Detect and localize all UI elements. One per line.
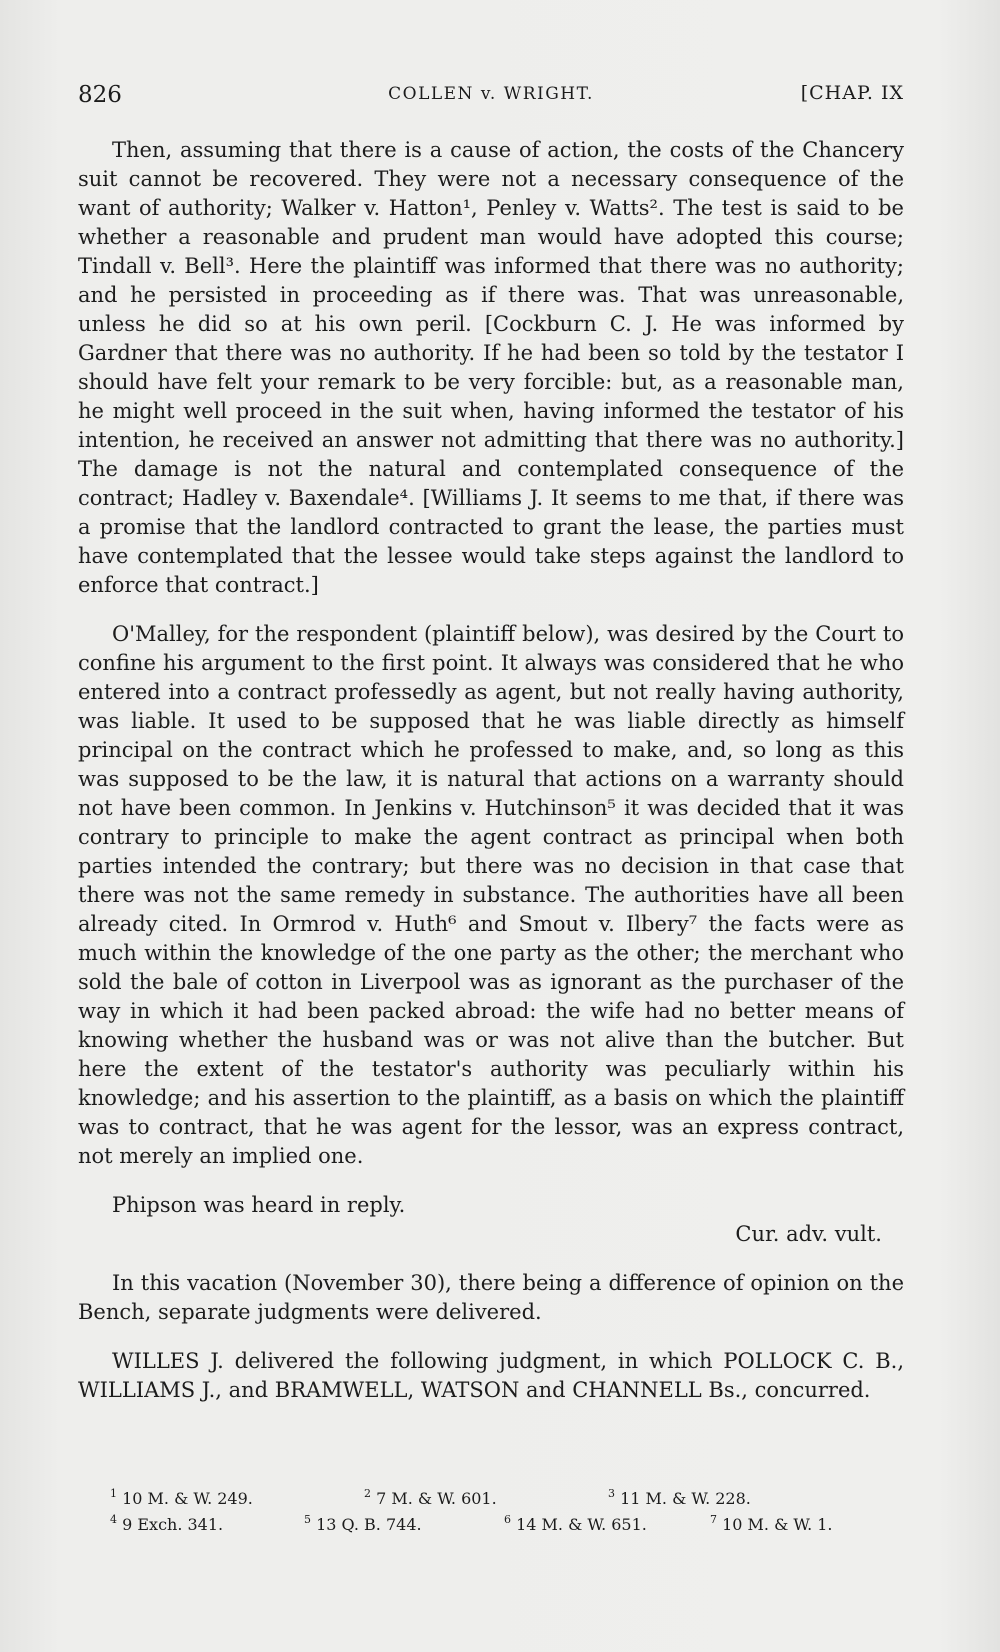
footnote-4: $^4$ 9 Exch. 341. <box>110 1513 224 1534</box>
page-header <box>78 82 904 116</box>
paragraph-respondent-argument: O'Malley, for the respondent (plaintiff below), was desired by the Court to confine his argument to the first point. It always was considered that he who entered into a contract professedly as agent, but not really having authority, was liable. It used to be supposed that he was liable directly as himself principal on the contract which he professed to make, and, so long as this was supposed to be the law, it is natural that actions on a warranty should not have been common. In Jenkins v. Hutchinson⁵ it was decided that it was contrary to principle to make the agent contract as principal when both parties intended the contrary; but there was no decision in that case that there was not the same remedy in substance. The authorities have all been already cited. In Ormrod v. Huth⁶ and Smout v. Ilbery⁷ the facts were as much within the knowledge of the one party as the other; the merchant who sold the bale of cotton in Liverpool was as ignorant as the purchaser of the way in which it had been packed abroad: the wife had no better means of knowing whether the husband was or was not alive than the butcher. But here the extent of the testator's authority was peculiarly within his knowledge; and his assertion to the plaintiff, as a basis on which the plaintiff was to contract, that he was agent for the lessor, was an express contract, not merely an implied one. <box>78 622 904 1168</box>
footnote-5: $^5$ 13 Q. B. 744. <box>304 1513 422 1534</box>
footnote-2: $^2$ 7 M. & W. 601. <box>364 1487 497 1508</box>
chapter-label: [CHAP. IX <box>800 82 904 104</box>
running-title: COLLEN v. WRIGHT. <box>388 84 594 104</box>
page-number: 826 <box>78 82 122 108</box>
paragraph-reply: Phipson was heard in reply. <box>112 1193 406 1217</box>
footnotes <box>78 1486 904 1538</box>
footnote-1: $^1$ 10 M. & W. 249. <box>110 1487 253 1508</box>
footnote-row <box>78 1512 904 1538</box>
cur-adv-vult: Cur. adv. vult. <box>735 1222 882 1246</box>
footnote-6: $^6$ 14 M. & W. 651. <box>504 1513 647 1534</box>
footnote-7: $^7$ 10 M. & W. 1. <box>710 1513 833 1534</box>
paragraph-vacation: In this vacation (November 30), there being a difference of opinion on the Bench, separate judgments were delivered. <box>78 1271 904 1324</box>
paragraph-costs-argument: Then, assuming that there is a cause of action, the costs of the Chancery suit cannot be recovered. They were not a necessary consequence of the want of authority; Walker v. Hatton¹, Penley v. Watts². The test is said to be whether a reasonable and prudent man would have adopted this course; Tindall v. Bell³. Here the plaintiff was informed that there was no authority; and he persisted in proceeding as if there was. That was unreasonable, unless he did so at his own peril. [Cockburn C. J. He was informed by Gardner that there was no authority. If he had been so told by the testator I should have felt your remark to be very forcible: but, as a reasonable man, he might well proceed in the suit when, having informed the testator of his intention, he received an answer not admitting that there was no authority.] The damage is not the natural and contemplated consequence of the contract; Hadley v. Baxendale⁴. [Williams J. It seems to me that, if there was a promise that the landlord contracted to grant the lease, the parties must have contemplated that the lessee would take steps against the landlord to enforce that contract.] <box>78 138 904 597</box>
footnote-row <box>78 1486 904 1512</box>
page-body <box>78 136 904 1405</box>
paragraph-judgment-intro: WILLES J. delivered the following judgment, in which POLLOCK C. B., WILLIAMS J., and BRAMWELL, WATSON and CHANNELL Bs., concurred. <box>78 1349 904 1402</box>
footnote-3: $^3$ 11 M. & W. 228. <box>608 1487 751 1508</box>
